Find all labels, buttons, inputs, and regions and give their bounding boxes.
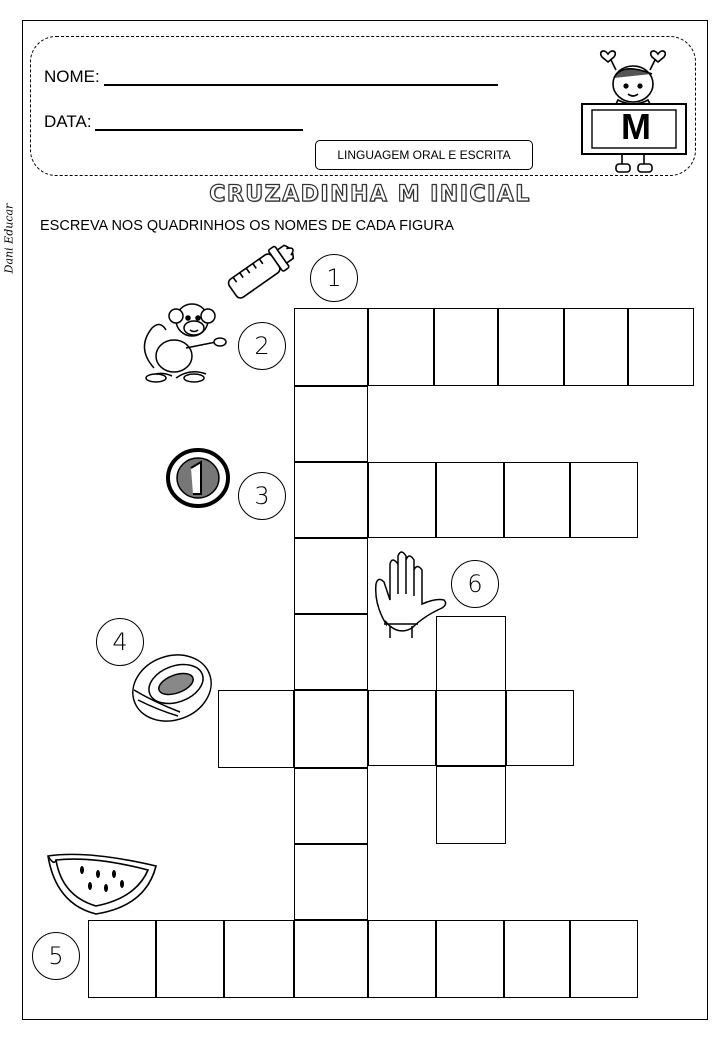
date-field[interactable] (95, 129, 303, 131)
crossword-cell[interactable] (224, 920, 294, 998)
crossword-cell[interactable] (434, 308, 498, 386)
crossword-cell[interactable] (436, 690, 506, 766)
clue-number-6: 6 (451, 560, 499, 608)
crossword-cell[interactable] (294, 844, 368, 920)
crossword-cell[interactable] (294, 308, 368, 386)
crossword-cell[interactable] (436, 766, 506, 844)
melon-icon (128, 650, 218, 726)
crossword-cell[interactable] (628, 308, 694, 386)
crossword-cell[interactable] (504, 462, 570, 538)
crossword-cell[interactable] (294, 462, 368, 538)
crossword-cell[interactable] (368, 690, 436, 766)
crossword-cell[interactable] (294, 920, 368, 998)
crossword-cell[interactable] (368, 462, 436, 538)
crossword-cell[interactable] (88, 920, 156, 998)
clue-number-2: 2 (238, 322, 286, 370)
crossword-cell[interactable] (368, 308, 434, 386)
clue-number-3: 3 (238, 472, 286, 520)
crossword-cell[interactable] (498, 308, 564, 386)
crossword-cell[interactable] (564, 308, 628, 386)
crossword-cell[interactable] (570, 920, 638, 998)
crossword-cell[interactable] (294, 386, 368, 462)
coin-icon (162, 446, 238, 508)
crossword-cell[interactable] (436, 920, 504, 998)
clue-number-4: 4 (96, 618, 144, 666)
worksheet-title: CRUZADINHA M INICIAL (209, 182, 531, 207)
subject-badge: LINGUAGEM ORAL E ESCRITA (315, 140, 533, 170)
crossword-cell[interactable] (294, 690, 368, 768)
crossword-cell[interactable] (294, 768, 368, 844)
side-credit: Dani Educar (2, 203, 16, 274)
watermelon-icon (42, 848, 162, 920)
clue-number-5: 5 (32, 932, 80, 980)
name-label: NOME: (44, 67, 100, 86)
crossword-cell[interactable] (436, 616, 506, 692)
instruction-text: ESCREVA NOS QUADRINHOS OS NOMES DE CADA FIGURA (40, 218, 454, 234)
crossword-cell[interactable] (436, 462, 504, 538)
monkey-icon (136, 298, 236, 384)
crossword-cell[interactable] (294, 614, 368, 690)
name-field[interactable] (104, 84, 498, 86)
crossword-cell[interactable] (218, 690, 294, 768)
crossword-cell[interactable] (570, 462, 638, 538)
crossword-cell[interactable] (506, 690, 574, 766)
clue-number-1: 1 (310, 254, 358, 302)
crossword-cell[interactable] (294, 538, 368, 614)
date-label: DATA: (44, 112, 92, 131)
crossword-cell[interactable] (504, 920, 570, 998)
crossword-cell[interactable] (156, 920, 224, 998)
badge-letter: M (621, 106, 651, 147)
crossword-cell[interactable] (368, 920, 436, 998)
